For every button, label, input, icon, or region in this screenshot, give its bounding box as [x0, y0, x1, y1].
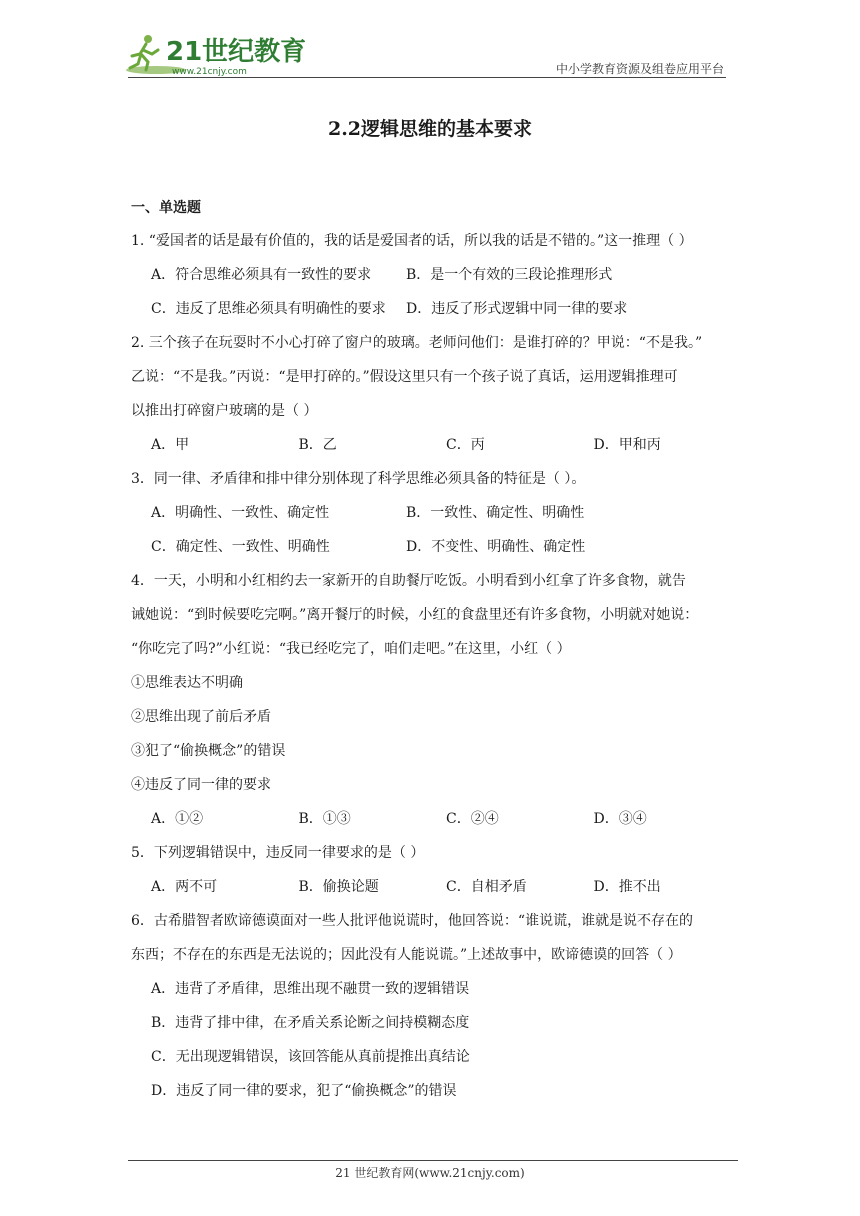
page-title: 2.2逻辑思维的基本要求	[327, 118, 533, 140]
question-4	[131, 564, 741, 836]
answer-option[interactable]: D．不变性、明确性、确定性	[406, 539, 586, 555]
options-row	[131, 972, 741, 1006]
answer-option[interactable]: D．③④	[593, 811, 647, 827]
question-stem: “你吃完了吗?”小红说：“我已经吃完了，咱们走吧。”在这里，小红（ ）	[131, 641, 571, 657]
statement-item: ②思维出现了前后矛盾	[131, 709, 271, 725]
options-row	[131, 1040, 741, 1074]
options-row	[131, 258, 741, 292]
page-header	[0, 0, 860, 80]
question-1	[131, 224, 741, 326]
answer-option[interactable]: B．违背了排中律，在矛盾关系论断之间持模糊态度	[151, 1015, 470, 1031]
answer-option[interactable]: C．违反了思维必须具有明确性的要求	[151, 301, 386, 317]
site-logo	[122, 30, 307, 78]
options-row	[131, 802, 741, 836]
statement-item: ①思维表达不明确	[131, 675, 243, 691]
options-row	[131, 1006, 741, 1040]
runner-logo-icon	[122, 30, 307, 78]
question-stem: 乙说：“不是我。”丙说：“是甲打碎的。”假设这里只有一个孩子说了真话，运用逻辑推理可	[131, 369, 678, 385]
question-list	[131, 198, 741, 1108]
options-row	[131, 530, 741, 564]
question-2	[131, 326, 741, 462]
question-6	[131, 904, 741, 1108]
statement-item: ④违反了同一律的要求	[131, 777, 271, 793]
answer-option[interactable]: B．①③	[298, 811, 351, 827]
question-stem: 以推出打碎窗户玻璃的是（ ）	[131, 403, 318, 419]
answer-option[interactable]: B．是一个有效的三段论推理形式	[406, 267, 613, 283]
platform-name: 中小学教育资源及组卷应用平台	[555, 62, 724, 76]
answer-option[interactable]: D．违反了形式逻辑中同一律的要求	[406, 301, 628, 317]
answer-option[interactable]: A．两不可	[151, 879, 218, 895]
answer-option[interactable]: C．自相矛盾	[446, 879, 527, 895]
footer-divider	[128, 1160, 738, 1161]
question-stem: 诫她说：“到时候要吃完啊。”离开餐厅的时候，小红的食盘里还有许多食物，小明就对她说：	[131, 607, 699, 623]
svg-text:www.21cnjy.com: www.21cnjy.com	[172, 67, 247, 77]
answer-option[interactable]: A．违背了矛盾律，思维出现不融贯一致的逻辑错误	[151, 981, 470, 997]
answer-option[interactable]: B．偷换论题	[298, 879, 379, 895]
answer-option[interactable]: D．违反了同一律的要求，犯了“偷换概念”的错误	[151, 1083, 457, 1099]
question-stem: 东西；不存在的东西是无法说的；因此没有人能说谎。”上述故事中，欧谛德谟的回答（ ）	[131, 947, 682, 963]
statement-item: ③犯了“偷换概念”的错误	[131, 743, 286, 759]
answer-option[interactable]: D．推不出	[593, 879, 661, 895]
options-row	[131, 496, 741, 530]
question-stem: 6．古希腊智者欧谛德谟面对一些人批评他说谎时，他回答说：“谁说谎，谁就是说不存在的	[131, 913, 694, 929]
question-stem: 4．一天，小明和小红相约去一家新开的自助餐厅吃饭。小明看到小红拿了许多食物，就告	[131, 573, 686, 589]
page-footer: 21 世纪教育网(www.21cnjy.com)	[335, 1166, 525, 1180]
svg-text:21世纪教育: 21世纪教育	[166, 37, 307, 67]
options-row	[131, 292, 741, 326]
answer-option[interactable]: D．甲和丙	[593, 437, 661, 453]
answer-option[interactable]: A．明确性、一致性、确定性	[151, 505, 330, 521]
question-5	[131, 836, 741, 904]
answer-option[interactable]: C．确定性、一致性、明确性	[151, 539, 330, 555]
options-row	[131, 1074, 741, 1108]
answer-option[interactable]: C．②④	[446, 811, 499, 827]
answer-option[interactable]: B．乙	[298, 437, 337, 453]
answer-option[interactable]: A．符合思维必须具有一致性的要求	[151, 267, 372, 283]
options-row	[131, 428, 741, 462]
options-row	[131, 870, 741, 904]
answer-option[interactable]: A．①②	[151, 811, 204, 827]
section-heading: 一、单选题	[131, 200, 201, 216]
question-stem: 1. “爱国者的话是最有价值的，我的话是爱国者的话，所以我的话是不错的。”这一推理（ ）	[131, 233, 693, 249]
question-stem: 5．下列逻辑错误中，违反同一律要求的是（ ）	[131, 845, 425, 861]
answer-option[interactable]: C．丙	[446, 437, 485, 453]
header-divider	[128, 77, 726, 78]
question-3	[131, 462, 741, 564]
answer-option[interactable]: B．一致性、确定性、明确性	[406, 505, 585, 521]
question-stem: 3．同一律、矛盾律和排中律分别体现了科学思维必须具备的特征是（ ）。	[131, 471, 586, 487]
question-stem: 2. 三个孩子在玩耍时不小心打碎了窗户的玻璃。老师问他们：是谁打碎的？甲说：“不是我。”	[131, 335, 703, 351]
answer-option[interactable]: A．甲	[151, 437, 190, 453]
answer-option[interactable]: C．无出现逻辑错误，该回答能从真前提推出真结论	[151, 1049, 470, 1065]
